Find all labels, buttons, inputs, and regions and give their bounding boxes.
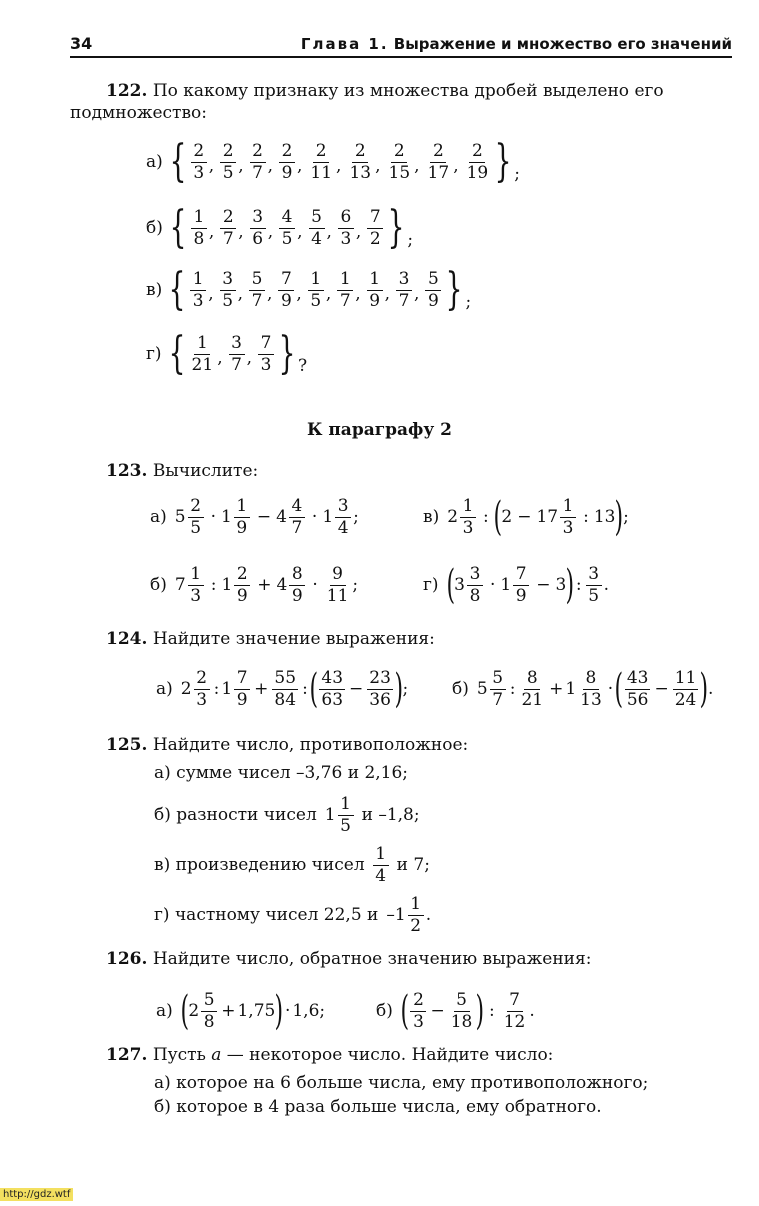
fraction: $\frac{2}{19}$: [466, 140, 489, 183]
fraction: $\frac{2}{17}$: [427, 140, 450, 183]
fraction: $\frac{5}{9}$: [425, 271, 441, 310]
fraction: $\frac{2}{13}$: [349, 140, 372, 183]
fraction: $\frac{4}{5}$: [279, 209, 295, 248]
expr-123b: б) 7 $\frac{1}{3}$ : 1 $\frac{2}{9}$ + 4 $\frac{8}{9}$ · $\frac{9}{11}$ ;: [150, 563, 359, 606]
expr-123c: в) 2 $\frac{1}{3}$ : ( 2 − 17 $\frac{1}{3}$ : 13 ) ;: [423, 494, 629, 540]
fraction: $\frac{1}{8}$: [191, 209, 207, 248]
item-125a: а) сумме чисел –3,76 и 2,16;: [154, 763, 409, 783]
chapter-title: Выражение и множество его значений: [393, 35, 732, 53]
fraction: $\frac{1}{9}$: [367, 271, 383, 310]
problem-122: 122. По какому признаку из множества дробей выделено его: [106, 81, 664, 101]
chapter-heading: [301, 35, 732, 53]
set-122a: а) { $\frac{2}{3}$ , $\frac{2}{5}$ , $\frac{2}{7}$ , $\frac{2}{9}$ , $\frac{2}{11}$ , $\frac{2}{13}$ , $\frac{2}{15}$ , $\frac{2}{17}$ , $\frac{2}{19}$ } ;: [146, 136, 520, 187]
problem-126: 126. Найдите число, обратное значению выражения:: [106, 949, 592, 969]
fraction: $\frac{1}{7}$: [337, 271, 353, 310]
fraction: $\frac{3}{6}$: [250, 209, 266, 248]
fraction: $\frac{7}{9}$: [278, 271, 294, 310]
item-125d: г) частному чисел 22,5 и –1 $\frac{1}{2}$ .: [154, 893, 432, 936]
fraction: $\frac{5}{7}$: [249, 271, 265, 310]
item-127a: а) которое на 6 больше числа, ему противоположного;: [154, 1073, 649, 1093]
item-125c: в) произведению чисел $\frac{1}{4}$ и 7;: [154, 843, 430, 886]
expr-123d: г) ( 3 $\frac{3}{8}$ · 1 $\frac{7}{9}$ − 3 ) : $\frac{3}{5}$ .: [423, 562, 610, 608]
set-122b: б) { $\frac{1}{8}$ , $\frac{2}{7}$ , $\frac{3}{6}$ , $\frac{4}{5}$ , $\frac{5}{4}$ , $\frac{6}{3}$ , $\frac{7}{2}$ } ;: [146, 202, 414, 253]
section-title: К параграфу 2: [306, 420, 453, 440]
fraction: $\frac{5}{4}$: [309, 209, 325, 248]
fraction: $\frac{2}{9}$: [279, 143, 295, 182]
fraction: $\frac{2}{5}$: [220, 143, 236, 182]
fraction: $\frac{2}{15}$: [388, 140, 411, 183]
fraction: $\frac{2}{3}$: [191, 143, 207, 182]
fraction: $\frac{1}{5}$: [308, 271, 324, 310]
page-number: 34: [70, 34, 93, 53]
fraction: $\frac{6}{3}$: [338, 209, 354, 248]
expr-123a: а) 5 $\frac{2}{5}$ · 1 $\frac{1}{9}$ − 4 $\frac{4}{7}$ · 1 $\frac{3}{4}$ ;: [150, 495, 359, 538]
fraction: $\frac{3}{7}$: [229, 335, 245, 374]
fraction: $\frac{2}{7}$: [220, 209, 236, 248]
fraction: $\frac{7}{3}$: [258, 335, 274, 374]
expr-124b: б) 5 $\frac{5}{7}$ : $\frac{8}{21}$ + 1 $\frac{8}{13}$ · ( $\frac{43}{56}$ − $\frac{11}{24}$ ) .: [452, 666, 714, 712]
fraction: $\frac{7}{2}$: [367, 209, 383, 248]
watermark-link[interactable]: http://gdz.wtf: [0, 1188, 73, 1201]
item-125b: б) разности чисел 1 $\frac{1}{5}$ и –1,8;: [154, 793, 420, 836]
item-127b: б) которое в 4 раза больше числа, ему обратного.: [154, 1097, 602, 1117]
expr-126b: б) ( $\frac{2}{3}$ − $\frac{5}{18}$ ) : $\frac{7}{12}$ .: [376, 988, 535, 1034]
fraction: $\frac{3}{7}$: [396, 271, 412, 310]
header-rule: [70, 56, 732, 58]
problem-125: 125. Найдите число, противоположное:: [106, 735, 469, 755]
fraction: $\frac{2}{7}$: [250, 143, 266, 182]
expr-124a: а) 2 $\frac{2}{3}$ : 1 $\frac{7}{9}$ + $\frac{55}{84}$ : ( $\frac{43}{63}$ − $\frac{23}{36}$ ) ;: [156, 666, 409, 712]
problem-123: 123. Вычислите:: [106, 461, 259, 481]
expr-126a: а) ( 2 $\frac{5}{8}$ + 1,75 ) · 1,6;: [156, 988, 326, 1034]
fraction: $\frac{3}{5}$: [220, 271, 236, 310]
running-header: [70, 30, 732, 56]
set-122d: г) { $\frac{1}{21}$ , $\frac{3}{7}$ , $\frac{7}{3}$ } ?: [146, 328, 308, 379]
chapter-label: Глава 1.: [300, 35, 389, 53]
problem-122-cont: подмножество:: [70, 103, 207, 123]
problem-124: 124. Найдите значение выражения:: [106, 629, 435, 649]
problem-127: 127. Пусть a — некоторое число. Найдите число:: [106, 1045, 554, 1065]
set-122c: в) { $\frac{1}{3}$ , $\frac{3}{5}$ , $\frac{5}{7}$ , $\frac{7}{9}$ , $\frac{1}{5}$ , $\frac{1}{7}$ , $\frac{1}{9}$ , $\frac{3}{7}$ , $\frac{5}{9}$ } ;: [146, 264, 472, 315]
fraction: $\frac{1}{21}$: [191, 332, 214, 375]
fraction: $\frac{1}{3}$: [190, 271, 206, 310]
fraction: $\frac{2}{11}$: [310, 140, 333, 183]
